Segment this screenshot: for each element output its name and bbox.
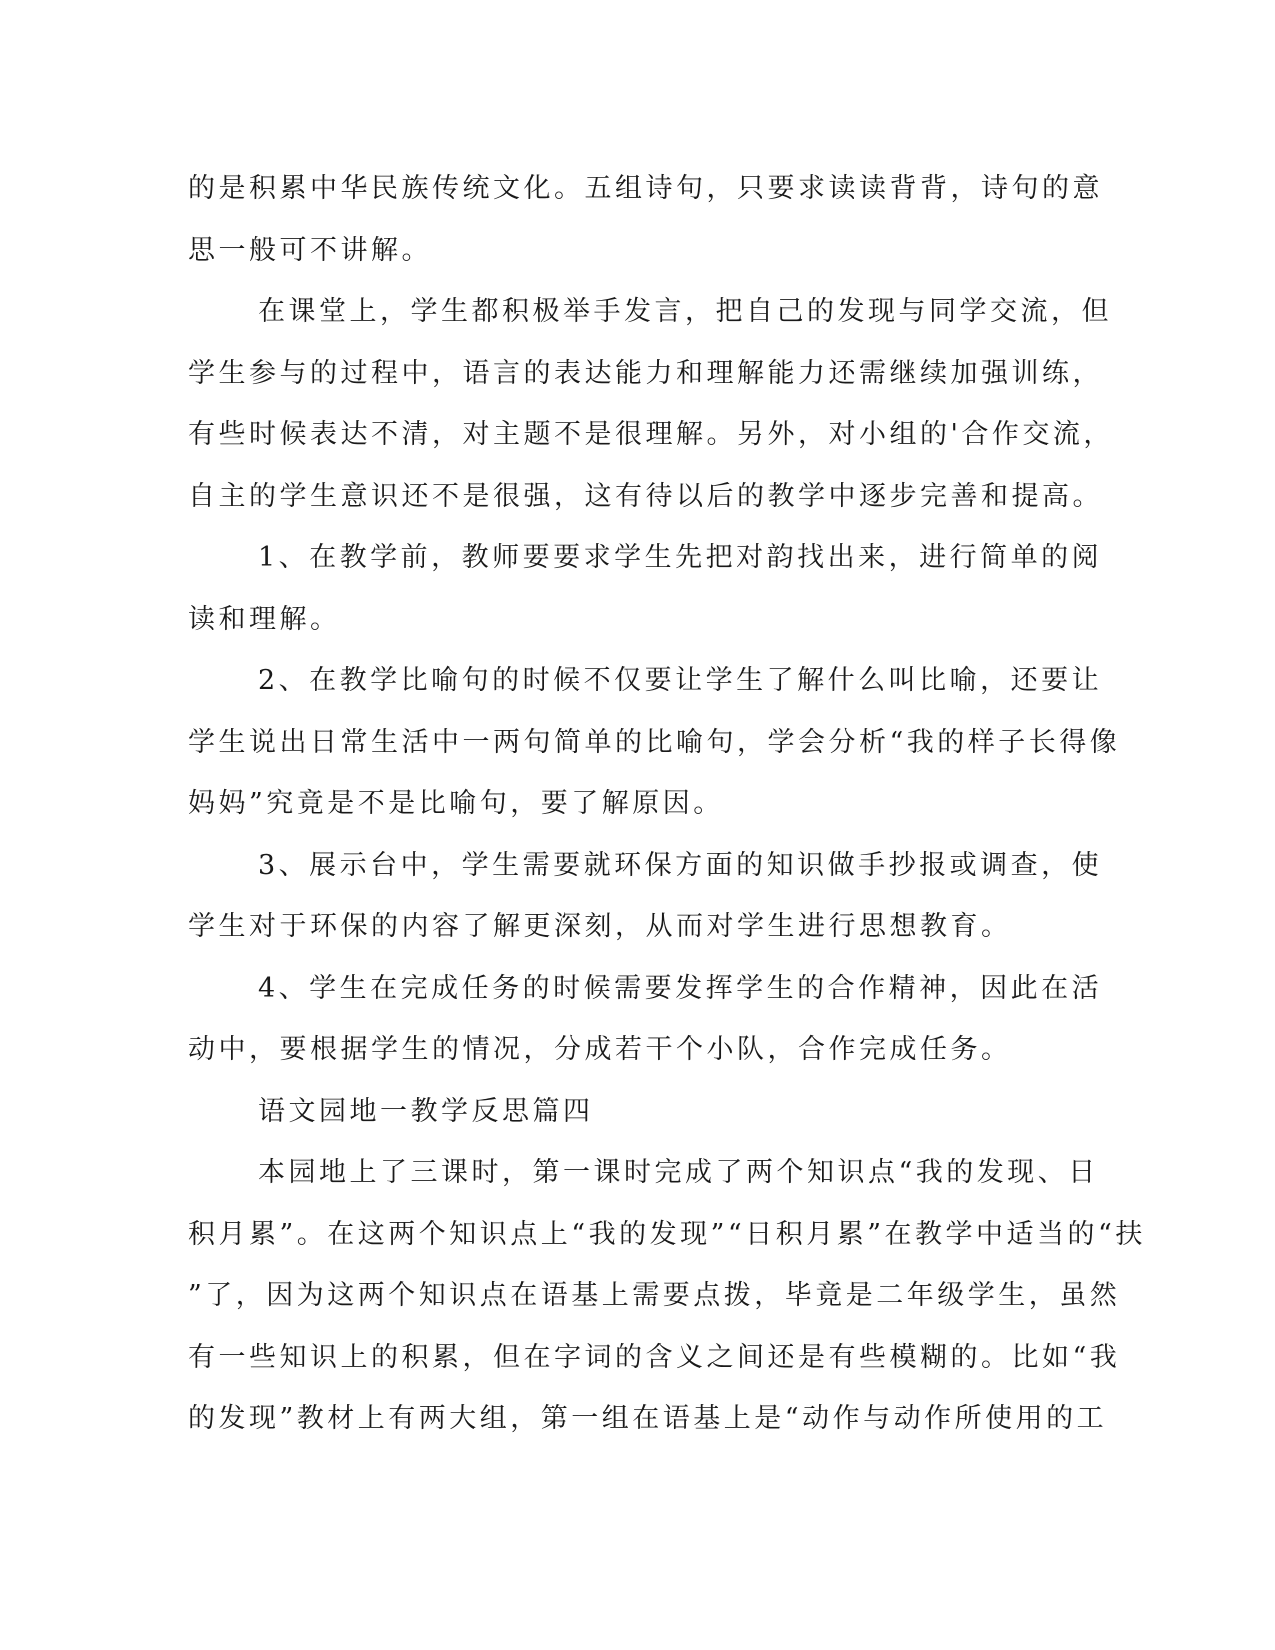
text-line: 思一般可不讲解。 [188, 234, 432, 266]
text-line: 积月累”。在这两个知识点上“我的发现”“日积月累”在教学中适当的“扶 [188, 1218, 1146, 1250]
text-line: 有些时候表达不清，对主题不是很理解。另外，对小组的'合作交流， [188, 419, 1114, 450]
text-line: 1、在教学前，教师要要求学生先把对韵找出来，进行简单的阅 [258, 542, 1103, 573]
text-line: ”了，因为这两个知识点在语基上需要点拨，毕竟是二年级学生，虽然 [188, 1280, 1121, 1311]
text-line: 本园地上了三课时，第一课时完成了两个知识点“我的发现、日 [258, 1157, 1099, 1188]
text-line: 2、在教学比喻句的时候不仅要让学生了解什么叫比喻，还要让 [258, 665, 1103, 696]
text-line: 自主的学生意识还不是很强，这有待以后的教学中逐步完善和提高。 [188, 480, 1103, 512]
text-line: 学生对于环保的内容了解更深刻，从而对学生进行思想教育。 [188, 911, 1012, 942]
text-line: 的发现”教材上有两大组，第一组在语基上是“动作与动作所使用的工 [188, 1403, 1108, 1434]
text-line: 4、学生在完成任务的时候需要发挥学生的合作精神，因此在活 [258, 972, 1103, 1004]
section-heading: 语文园地一教学反思篇四 [258, 1095, 594, 1127]
text-line: 的是积累中华民族传统文化。五组诗句，只要求读读背背，诗句的意 [188, 173, 1103, 204]
text-line: 学生说出日常生活中一两句简单的比喻句，学会分析“我的样子长得像 [188, 726, 1121, 758]
text-line: 读和理解。 [188, 603, 341, 635]
text-line: 有一些知识上的积累，但在字词的含义之间还是有些模糊的。比如“我 [188, 1341, 1121, 1373]
text-line: 动中，要根据学生的情况，分成若干个小队，合作完成任务。 [188, 1034, 1012, 1065]
document-body [188, 158, 1146, 1450]
text-line: 在课堂上，学生都积极举手发言，把自己的发现与同学交流，但 [258, 296, 1112, 327]
text-line: 妈妈”究竟是不是比喻句，要了解原因。 [188, 788, 724, 819]
text-line: 3、展示台中，学生需要就环保方面的知识做手抄报或调查，使 [258, 849, 1103, 881]
text-line: 学生参与的过程中，语言的表达能力和理解能力还需继续加强训练， [188, 357, 1103, 389]
